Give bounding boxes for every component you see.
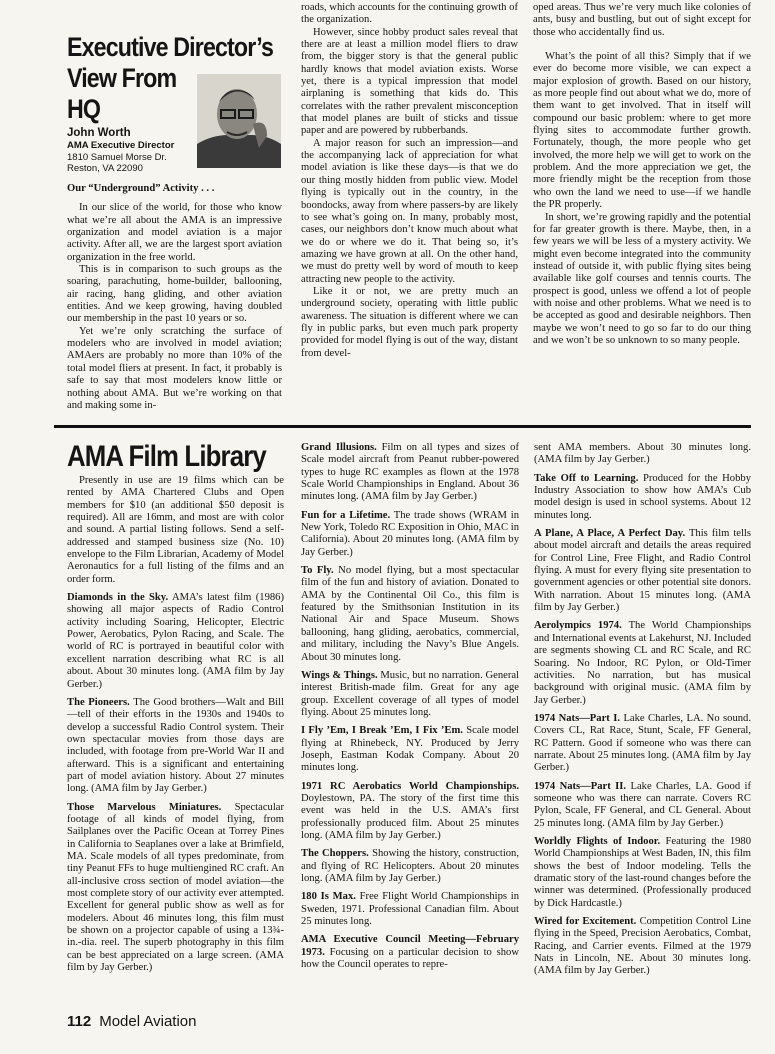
film-entry	[301, 781, 519, 843]
film-title: A Plane, A Place, A Perfect Day.	[534, 528, 686, 540]
film-library-title: AMA Film Library	[67, 440, 266, 473]
title-line: Executive Director’s	[67, 32, 274, 62]
subhead: Our “Underground” Activity . . .	[67, 183, 215, 194]
film-entry	[534, 916, 751, 978]
film-column-2	[301, 442, 519, 977]
film-entry	[301, 891, 519, 928]
film-description: Doylestown, PA. The story of the first time this event was held in the U.S. AMA’s first professionally produced film. About 25 minutes long. (AMA film by Jay Gerber.)	[301, 792, 519, 841]
paragraph: A major reason for such an impression—and the accompanying lack of appreciation for what model aviation is like these days—is that we do our thing mostly hidden from public view. Model flying is typically out in the country, in the boondocks, away from where passers-by are likely to see what’s going on. In many, probably most, cases, our neighbors don’t know much about what we do or where we do it. That being so, it’s amazing we have grown at all. On the other hand, we must do pretty well by word of mouth to keep attracting new people to the activity.	[301, 137, 518, 285]
film-title: Diamonds in the Sky.	[67, 592, 169, 604]
film-description: Free Flight World Championships in Sweden, 1971. Professional Canadian film. About 25 minutes long.	[301, 891, 519, 928]
title-line: HQ	[67, 94, 101, 124]
author-title: AMA Executive Director	[67, 140, 175, 151]
film-title: Those Marvelous Miniatures.	[67, 801, 222, 813]
author-block	[67, 127, 174, 175]
film-description: Film on all types and sizes of Scale model aircraft from Peanut rubber-powered types to huge RC examples as flown at the 1978 Scale World Championships in England. About 36 minutes long. (AMA film by Jay Gerber.)	[301, 442, 519, 503]
film-entry	[301, 565, 519, 664]
author-address: 1810 Samuel Morse Dr.	[67, 151, 167, 163]
film-description: Produced for the Hobby Industry Association to show how AMA’s Cub model design is used in school systems. About 12 minutes long.	[534, 472, 751, 521]
film-description: Lake Charles, LA. Good if someone who was there can narrate. Covers RC Pylon, Scale, FF General, and CL General. About 25 minutes long. (AMA film by Jay Gerber.)	[534, 780, 751, 829]
film-description: Scale model flying at Rhinebeck, NY. Produced by Jerry Joseph, Eastman Kodak Company. About 20 minutes long.	[301, 725, 519, 774]
film-title: 1974 Nats—Part I.	[534, 712, 620, 724]
author-photo	[197, 74, 281, 168]
section-divider	[54, 425, 751, 428]
film-entry	[301, 670, 519, 719]
paragraph: roads, which accounts for the continuing growth of the organization.	[301, 2, 518, 26]
page-footer	[67, 1013, 197, 1030]
film-entry	[301, 442, 519, 504]
film-entry	[67, 802, 284, 975]
film-entry	[301, 510, 519, 559]
film-title: 180 Is Max.	[301, 891, 356, 903]
paragraph: oped areas. Thus we’re very much like colonies of ants, busy and bustling, but out of sight except for those who accidentally find us.	[533, 2, 751, 38]
film-entry	[67, 592, 284, 691]
film-description: This film tells about model aircraft and details the areas required for Control Line, Free Flight, and Radio Control flying. A must for every flying site presentation to government agencies or other potential site donors. With narration. About 15 minutes long. (AMA film by Jay Gerber.)	[534, 528, 751, 614]
portrait-image	[197, 74, 281, 168]
film-entry	[67, 697, 284, 796]
film-entry	[534, 713, 751, 775]
film-title: Fun for a Lifetime.	[301, 509, 391, 521]
film-description: Focusing on a particular decision to show how the Council operates to repre-	[301, 946, 520, 971]
film-description: Lake Charles, LA. No sound. Covers CL, Rat Race, Stunt, Scale, FF General, RC Pattern. Good if someone who was there can narrate. About 25 minutes long. (AMA film by Jay Gerber.)	[534, 712, 751, 774]
film-title: To Fly.	[301, 565, 334, 577]
film-column-1	[67, 475, 284, 980]
film-entry	[534, 528, 751, 614]
film-title: Worldly Flights of Indoor.	[534, 835, 661, 847]
film-description: Showing the history, construction, and flying of RC Helicopters. About 20 minutes long. (AMA film by Jay Gerber.)	[301, 848, 520, 884]
page-number: 112	[67, 1013, 92, 1030]
article1-column-3	[533, 2, 751, 347]
film-description: Competition Control Line flying in the Speed, Precision Aerobatics, Combat, Racing, and Carrier events. Filmed at the 1979 Nats in Lincoln, NE. About 30 minutes long. (AMA film by Jay Gerber.)	[534, 916, 751, 977]
film-description: AMA’s latest film (1986) showing all major aspects of Radio Control activity including Soaring, Helicopter, Electric Power, Aerobatics, Pylon Racing, and Scale. The world of RC is portrayed in beautiful color with excellent narration describing what RC is all about. About 30 minutes long. (AMA film by Jay Gerber.)	[67, 592, 284, 690]
article1-column-1	[67, 183, 282, 412]
film-column-3	[534, 442, 751, 984]
paragraph: What’s the point of all this? Simply that if we ever do become more visible, we can expect a major explosion of growth. Based on our history, as more people find out about what we do, more of them want to get involved. That in itself will compound our basic problem: where to get more flying sites to accommodate further growth. Fortunately, though, the more people who get involved, the more help we will get to work on the problem. And the more appreciation we get, the more friendly might be the reception from those who own the land we need to use—if we handle the PR properly.	[533, 51, 751, 211]
film-description: Music, but no narration. General interest British-made film. Great for any age group. Excellent coverage of all types of model flying. About 25 minutes long.	[301, 669, 519, 718]
film-entry	[534, 836, 751, 910]
film-title: The Choppers.	[301, 848, 369, 860]
film-title: The Pioneers.	[67, 696, 130, 708]
film-title: 1971 RC Aerobatics World Championships.	[301, 780, 519, 792]
film-title: AMA Executive Council Meeting—February 1973.	[301, 934, 519, 958]
film-description: No model flying, but a most spectacular film of the fun and history of aviation. Donated to AMA by the Continental Oil Co., this film is featured by the Smithsonian Institution in its National Air and Space Museum. Shows ballooning, hang gliding, aerobatics, commercial, and military, including the Navy’s Blue Angels. About 30 minutes long.	[301, 565, 519, 663]
title-line: View From	[67, 63, 177, 93]
author-name: John Worth	[67, 127, 131, 139]
film-description: The World Championships and International events at Lakehurst, NJ. Included are segments showing CL and RC Scale, and RC Soaring. No Indoor, RC Pylon, or Old-Timer activities. No narration, but has musical background with original music. (AMA film by Jay Gerber.)	[534, 620, 751, 706]
film-description: The trade shows (WRAM in New York, Toledo RC Exposition in Ohio, MAC in California). About 20 minutes long. (AMA film by Jay Gerber.)	[301, 509, 519, 558]
film-entry	[301, 848, 519, 885]
film-title: I Fly ’Em, I Break ’Em, I Fix ’Em.	[301, 725, 463, 737]
intro-paragraph: Presently in use are 19 films which can be rented by AMA Chartered Clubs and Open members for $10 (an additional $50 deposit is required). All are 16mm, and most are with color and sound. A partial listing follows. Send a self-addressed and stamped business size (No. 10) envelope to the Film Librarian, Academy of Model Aeronautics for a full listing of the films and an order form.	[67, 475, 284, 585]
film-title: Wired for Excitement.	[534, 916, 637, 928]
paragraph: Like it or not, we are pretty much an underground society, operating with little public awareness. The situation is different where we can fly in public parks, but even much park property provided for model flying is out of the way, distant from devel-	[301, 285, 518, 359]
paragraph: This is in comparison to such groups as the soaring, parachuting, home-builder, ballooning, air racing, hang gliding, and other aviation entities. And we keep growing, having doubled our membership in the past 10 years or so.	[67, 264, 282, 325]
film-title: Wings & Things.	[301, 669, 378, 681]
film-description: Featuring the 1980 World Championships at West Baden, IN, this film shows the best of Indoor modeling. Tells the dramatic story of the last-round changes before the winner was determined. (Professionally produced by Dick Hardcastle.)	[534, 835, 752, 909]
film-continuation: sent AMA members. About 30 minutes long. (AMA film by Jay Gerber.)	[534, 442, 751, 466]
paragraph: In short, we’re growing rapidly and the potential for far greater growth is there. Maybe, then, in a few years we will be less of a mystery activity. We might even become integrated into the community instead of outside it, with public flying sites being available like golf courses and tennis courts. The prospect is good, unless we offend a lot of people with noise and other problems. What we need is to be accepted as good and desirable neighbors. Then maybe we won’t need to go so far to do our thing and we won’t be so unknown to so many people.	[533, 211, 751, 346]
film-description: The Good brothers—Walt and Bill—tell of their efforts in the 1930s and 1940s to develop a successful Radio Control system. Their own spectacular movies from those days are included, with footage from pre-World War II and afterward. This is a significant and entertaining part of model aviation history. About 27 minutes long. (AMA film by Jay Gerber.)	[67, 696, 285, 795]
author-address: Reston, VA 22090	[67, 163, 143, 174]
film-entry	[534, 620, 751, 706]
film-title: Take Off to Learning.	[534, 472, 639, 484]
film-entry	[301, 934, 519, 971]
paragraph: In our slice of the world, for those who know what we’re all about the AMA is an impressive organization and model aviation is a major activity. After all, we are the largest sport aviation organization in the free world.	[67, 202, 282, 263]
film-entry	[301, 725, 519, 774]
film-title: Aerolympics 1974.	[534, 620, 622, 632]
film-entry	[534, 781, 751, 830]
paragraph: However, since hobby product sales reveal that there are at least a million model fliers to draw from, the bigger story is that the general public hardly knows that model aviation exists. Worse yet, there is a typical impression that model airplaning is something that kids do. This correlates with the rather prevalent misconception that model planes are built of sticks and tissue paper and are powered by rubberbands.	[301, 26, 518, 137]
film-entry	[534, 473, 751, 522]
paragraph: Yet we’re only scratching the surface of modelers who are involved in model aviation; AMAers are probably no more than 10% of the total model fliers at present. In fact, it probably is safe to say that most modelers know little or nothing about AMA. But we’re working on that and making some in-	[67, 325, 282, 411]
magazine-name: Model Aviation	[99, 1013, 197, 1030]
film-description: Spectacular footage of all kinds of model flying, from Sailplanes over the Pacific Ocean at Torrey Pines in California to Seaplanes over a lake at Brimfield, MA. Scale models of all types predominate, from tiny Peanut FFs to huge multiengined RC craft. An all-inclusive cross section of model aviation—the most complete story of our activity ever attempted. Excellent for general public show as well as for modelers. About 46 minutes long, this film must be shown on a projector capable of using a 13¾-in.-dia. reel. The superb photography in this film can be best appreciated on a large screen. (AMA film by Jay Gerber.)	[67, 801, 285, 974]
film-title: 1974 Nats—Part II.	[534, 780, 627, 792]
article1-column-2	[301, 2, 518, 360]
film-title: Grand Illusions.	[301, 442, 377, 453]
